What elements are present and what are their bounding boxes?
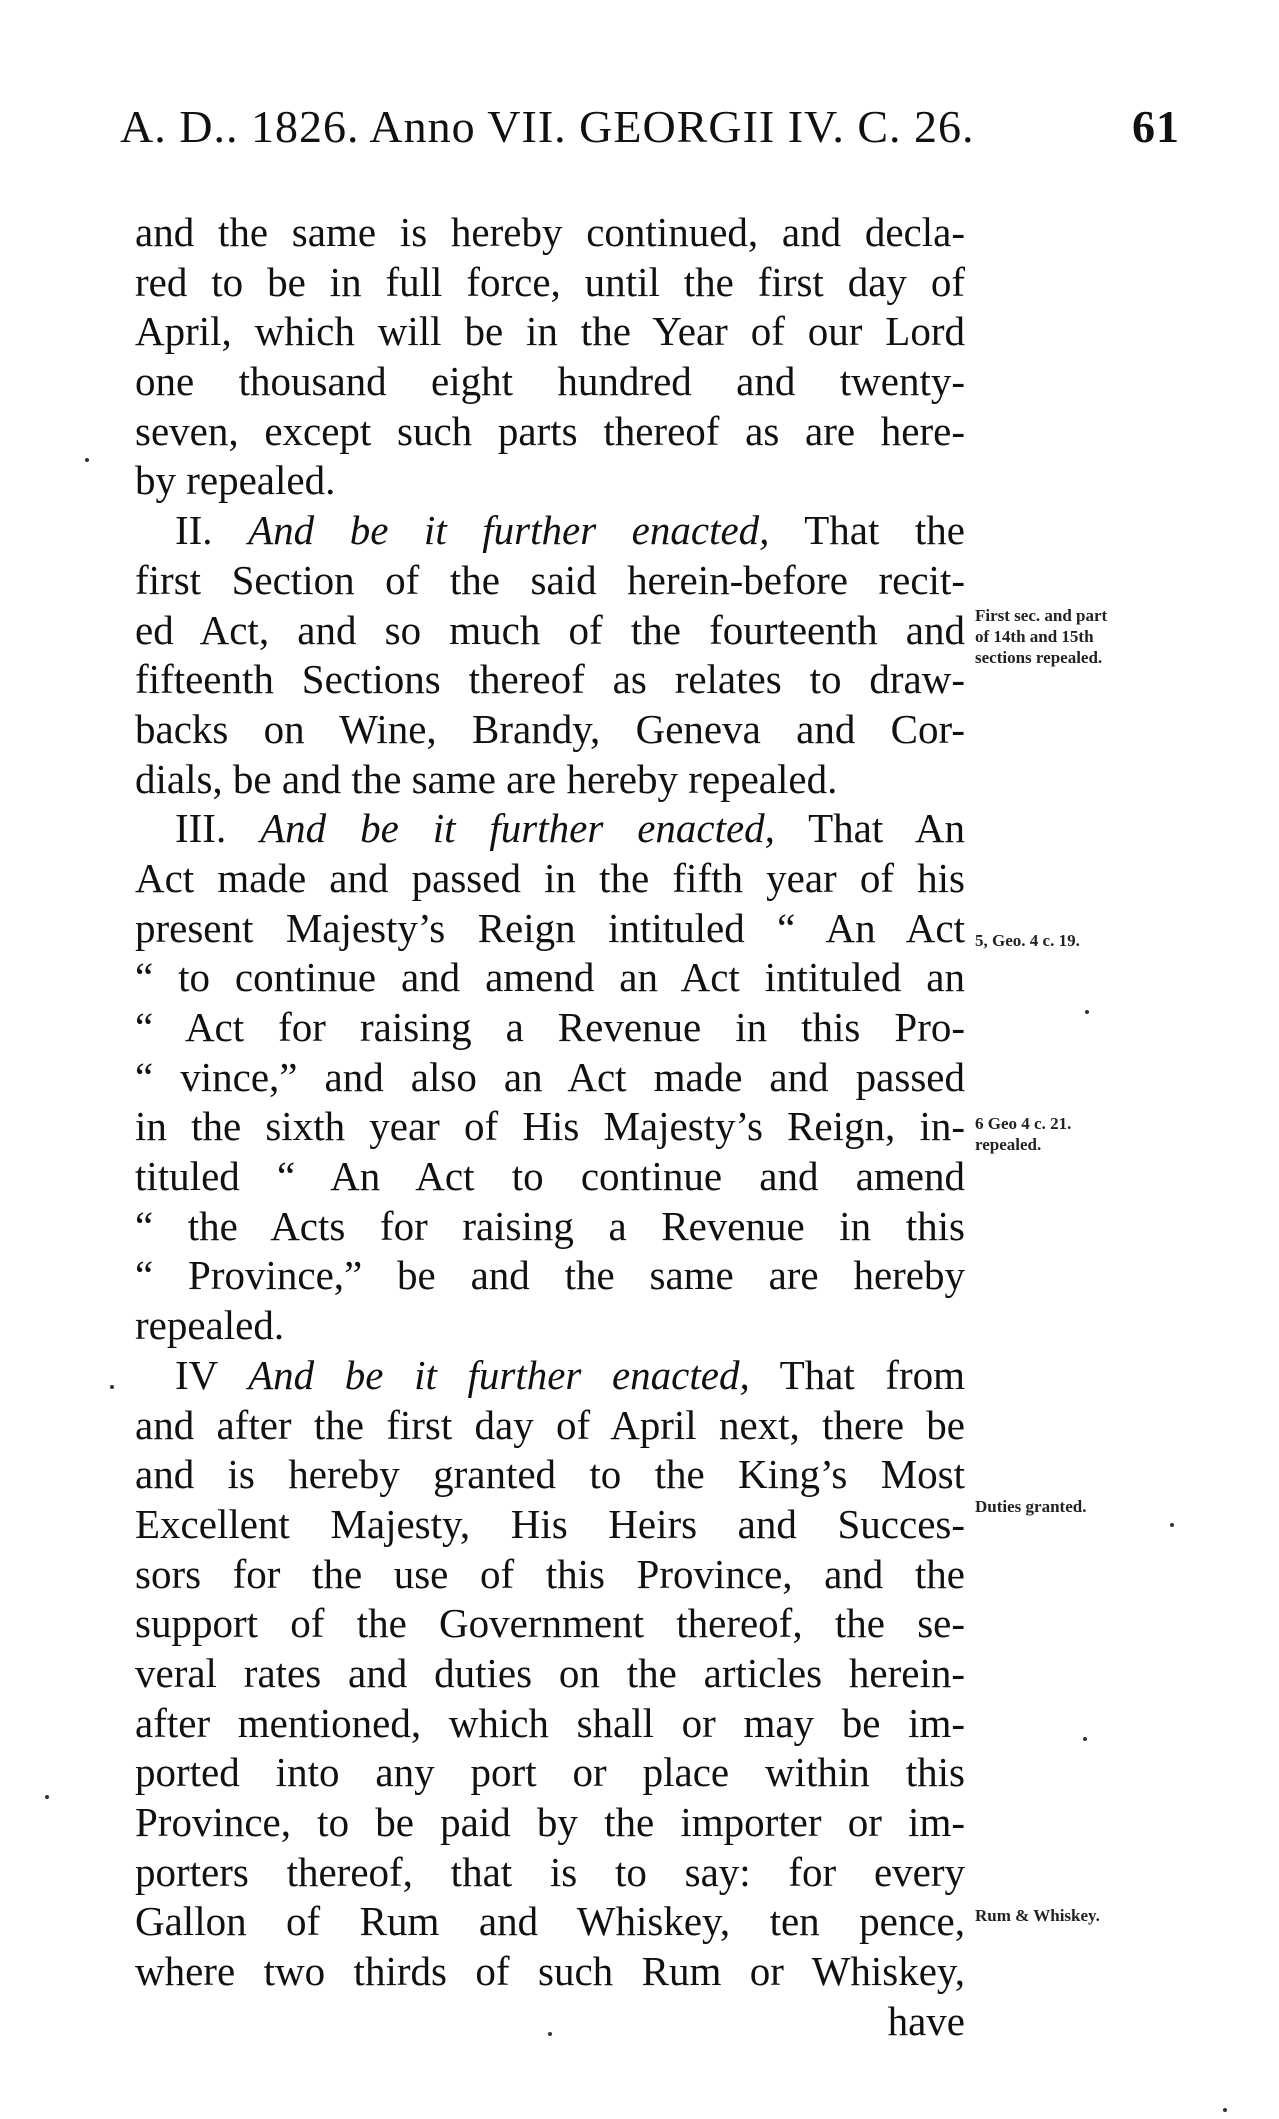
section-number: III. [175,805,227,852]
section-heading-line [135,804,965,854]
body-text [135,208,965,2046]
text-line: fifteenth Sections thereof as relates to draw- [135,656,965,703]
enacting-clause: And be it further enacted, [248,507,770,554]
text-line: sors for the use of this Province, and the [135,1550,965,1597]
text-line: “ Province,” be and the same are hereby [135,1252,965,1299]
text-line: support of the Government thereof, the se- [135,1600,965,1647]
text-line: first Section of the said herein-before recit- [135,556,965,603]
text-line: backs on Wine, Brandy, Geneva and Cor- [135,705,965,752]
section-heading-line [135,506,965,556]
line-remainder: That An [808,805,966,852]
text-line: “ the Acts for raising a Revenue in this [135,1202,965,1249]
scan-speck [1083,1737,1087,1741]
scan-speck [1085,1010,1089,1014]
page-number: 61 [1132,101,1180,152]
margin-note-line: sections repealed. [975,648,1103,667]
margin-note-rum-whiskey: Rum & Whiskey. [975,1906,1100,1925]
text-line: ed Act, and so much of the fourteenth and [135,606,965,653]
scan-speck [1223,2108,1227,2112]
margin-note-act-6-geo [975,1113,1175,1155]
text-line: April, which will be in the Year of our Lord [135,308,965,355]
text-line: by repealed. [135,457,336,504]
scan-speck [548,2032,552,2036]
margin-note-act-5-geo: 5, Geo. 4 c. 19. [975,931,1080,950]
text-line: “ vince,” and also an Act made and passed [135,1053,965,1100]
margin-note-line: of 14th and 15th [975,627,1094,646]
text-line: tituled “ An Act to continue and amend [135,1153,965,1200]
scan-speck [110,1385,114,1389]
text-line: Act made and passed in the fifth year of his [135,854,965,901]
enacting-clause: And be it further enacted, [248,1351,750,1398]
margin-note-line: repealed. [975,1135,1042,1154]
text-line: “ Act for raising a Revenue in this Pro- [135,1004,965,1050]
text-line: “ to continue and amend an Act intituled an [135,954,965,1001]
text-line: one thousand eight hundred and twenty- [135,358,965,405]
section-number: IV [175,1351,218,1398]
scan-speck [85,458,89,462]
page-header [120,100,1180,160]
text-line: after mentioned, which shall or may be im- [135,1699,965,1746]
text-line: red to be in full force, until the first day of [135,258,965,305]
text-line: dials, be and the same are hereby repealed. [135,755,838,802]
text-line: and the same is hereby continued, and decla- [135,209,965,255]
text-line: and after the first day of April next, there be [135,1401,965,1448]
margin-note-line: 6 Geo 4 c. 21. [975,1114,1072,1133]
text-line: Gallon of Rum and Whiskey, ten pence, [135,1898,965,1945]
text-line: present Majesty’s Reign intituled “ An Act [135,904,965,951]
text-line: ported into any port or place within this [135,1749,965,1796]
text-line: and is hereby granted to the King’s Most [135,1451,965,1498]
scan-speck [1170,1523,1174,1527]
catchword: have [887,1997,965,2044]
section-number: II. [175,507,213,554]
text-line: where two thirds of such Rum or Whiskey, [135,1948,965,1995]
text-line: in the sixth year of His Majesty’s Reign, in- [135,1103,965,1150]
running-head: A. D.. 1826. Anno VII. GEORGII IV. C. 26. [120,101,975,152]
margin-note-line: First sec. and part [975,606,1108,625]
margin-note-sections-repealed [975,605,1175,668]
text-line: Excellent Majesty, His Heirs and Succes- [135,1500,965,1547]
enacting-clause: And be it further enacted, [260,805,775,852]
scan-speck [45,1795,49,1799]
text-line: Province, to be paid by the importer or im- [135,1799,965,1845]
text-line: porters thereof, that is to say: for every [135,1848,965,1895]
line-remainder: That the [804,507,965,554]
text-line: veral rates and duties on the articles herein- [135,1649,965,1696]
margin-note-duties-granted: Duties granted. [975,1497,1087,1516]
section-heading-line [135,1351,965,1401]
text-line: seven, except such parts thereof as are here- [135,407,965,454]
text-line: repealed. [135,1302,285,1349]
line-remainder: That from [779,1351,966,1398]
